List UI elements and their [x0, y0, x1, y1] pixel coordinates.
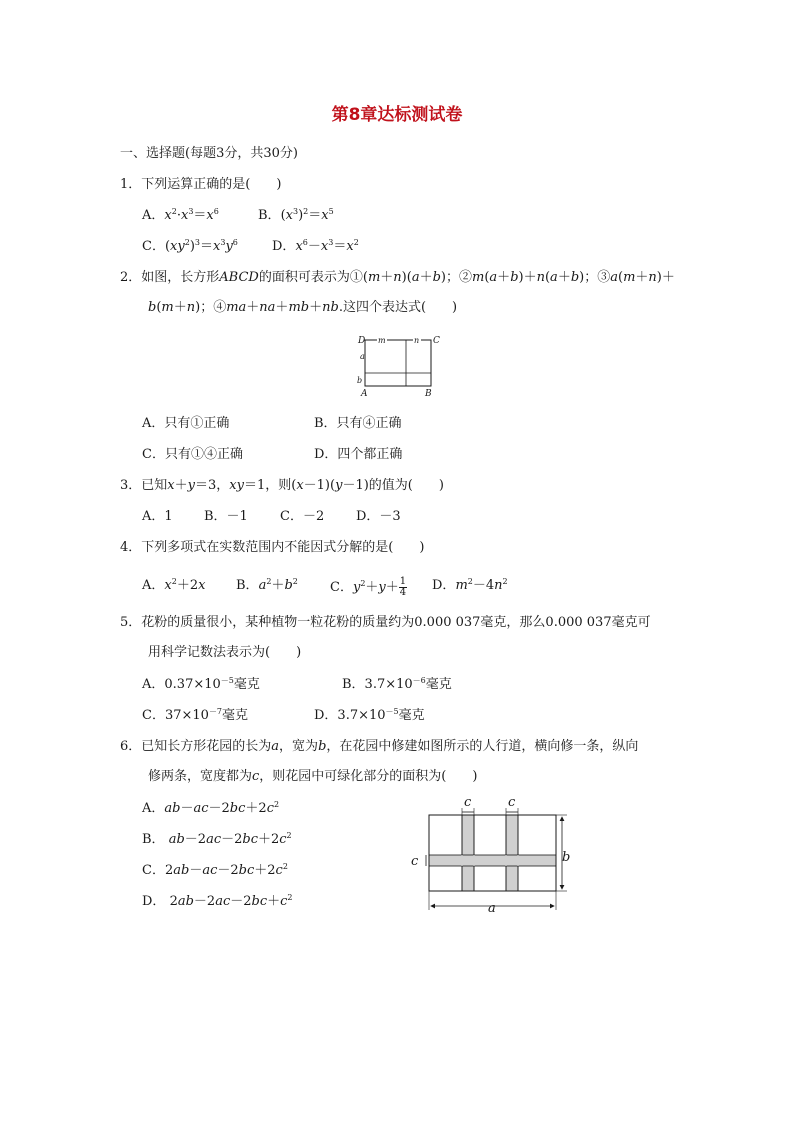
q2-fig-label-a: A: [361, 389, 368, 399]
q6-option-d: D． $2ab-2ac-2bc+c^2$: [142, 893, 293, 909]
q3-option-c: C．－2: [280, 509, 325, 524]
q4-option-a: A．$x^2+2x$: [142, 577, 206, 593]
q3-option-d: D．－3: [356, 509, 401, 524]
q6-stem-line2: 修两条，宽度都为c，则花园中可绿化部分的面积为( ): [148, 769, 478, 784]
q4-option-d: D．$m^2-4n^2$: [432, 577, 508, 593]
q2-fig-label-b: B: [425, 389, 432, 399]
q2-fig-label-m: m: [378, 336, 386, 345]
q1-stem: 1．下列运算正确的是( ): [120, 177, 282, 192]
page-title: 第8章达标测试卷: [331, 105, 463, 125]
q6-option-c: C．$2ab-ac-2bc+2c^2$: [142, 862, 288, 878]
q5-option-c: C．$37\times 10^{-7}$毫克: [142, 707, 249, 723]
q5-option-d: D．$3.7\times 10^{-5}$毫克: [314, 707, 425, 723]
q2-option-b: B．只有④正确: [314, 416, 402, 431]
q2-fig-label-c: C: [433, 336, 440, 346]
q2-fig-label-n: n: [414, 336, 420, 345]
q2-option-a: A．只有①正确: [142, 416, 230, 431]
q2-rectangle-figure: [355, 333, 445, 399]
q4-option-c: C．$y^2+y+$ $\frac{1}{4}$: [330, 576, 407, 598]
q3-option-a: A．1: [142, 509, 173, 524]
q2-option-c: C．只有①④正确: [142, 447, 243, 462]
q6-option-b: B． $ab-2ac-2bc+2c^2$: [142, 831, 292, 847]
q3-option-b: B．－1: [204, 509, 248, 524]
q6-garden-figure: [405, 795, 585, 917]
q5-stem-line2: 用科学记数法表示为( ): [148, 645, 302, 660]
q1-option-b: B．$(x^3)^2=x^5$: [258, 207, 334, 223]
q5-option-a: A．$0.37\times 10^{-5}$毫克: [142, 676, 260, 692]
q5-stem-line1: 5．花粉的质量很小，某种植物一粒花粉的质量约为0.000 037毫克，那么0.000 037毫克可: [120, 615, 651, 630]
section-heading: 一、选择题(每题3分，共30分): [120, 146, 298, 161]
q2-fig-label-side-a: a: [360, 352, 365, 361]
q4-option-b: B．$a^2+b^2$: [236, 577, 298, 593]
q2-fig-label-d: D: [358, 336, 366, 346]
q1-option-d: D．$x^6-x^3=x^2$: [272, 238, 359, 254]
q6-fig-label-c-top-left: c: [464, 795, 472, 810]
q2-fig-label-side-b: b: [357, 376, 363, 385]
q6-fig-label-c-left: c: [411, 854, 419, 869]
q5-option-b: B．$3.7\times 10^{-6}$毫克: [342, 676, 452, 692]
q2-stem-line2: b(m＋n)；④ma＋na＋mb＋nb.这四个表达式( ): [148, 300, 458, 315]
q6-fig-label-c-top-right: c: [508, 795, 516, 810]
q6-option-a: A．$ab-ac-2bc+2c^2$: [142, 800, 280, 816]
q2-stem-line1: 2．如图，长方形ABCD的面积可表示为①(m＋n)(a＋b)；②m(a＋b)＋n(a＋b)；③a(m＋n)＋: [120, 270, 675, 285]
q1-option-a: A．$x^2\cdot x^3=x^6$: [142, 207, 219, 223]
q6-fig-label-b: b: [562, 850, 571, 865]
q6-stem-line1: 6．已知长方形花园的长为a，宽为b，在花园中修建如图所示的人行道，横向修一条，纵向: [120, 739, 639, 754]
q2-option-d: D．四个都正确: [314, 447, 403, 462]
q4-fraction: $\frac{1}{4}$: [399, 576, 407, 598]
q3-stem: 3．已知x＋y＝3，xy＝1，则(x－1)(y－1)的值为( ): [120, 478, 444, 493]
q4-stem: 4．下列多项式在实数范围内不能因式分解的是( ): [120, 540, 425, 555]
q1-option-c: C．$(xy^2)^3=x^3y^6$: [142, 238, 238, 254]
q6-fig-label-a: a: [488, 901, 496, 916]
